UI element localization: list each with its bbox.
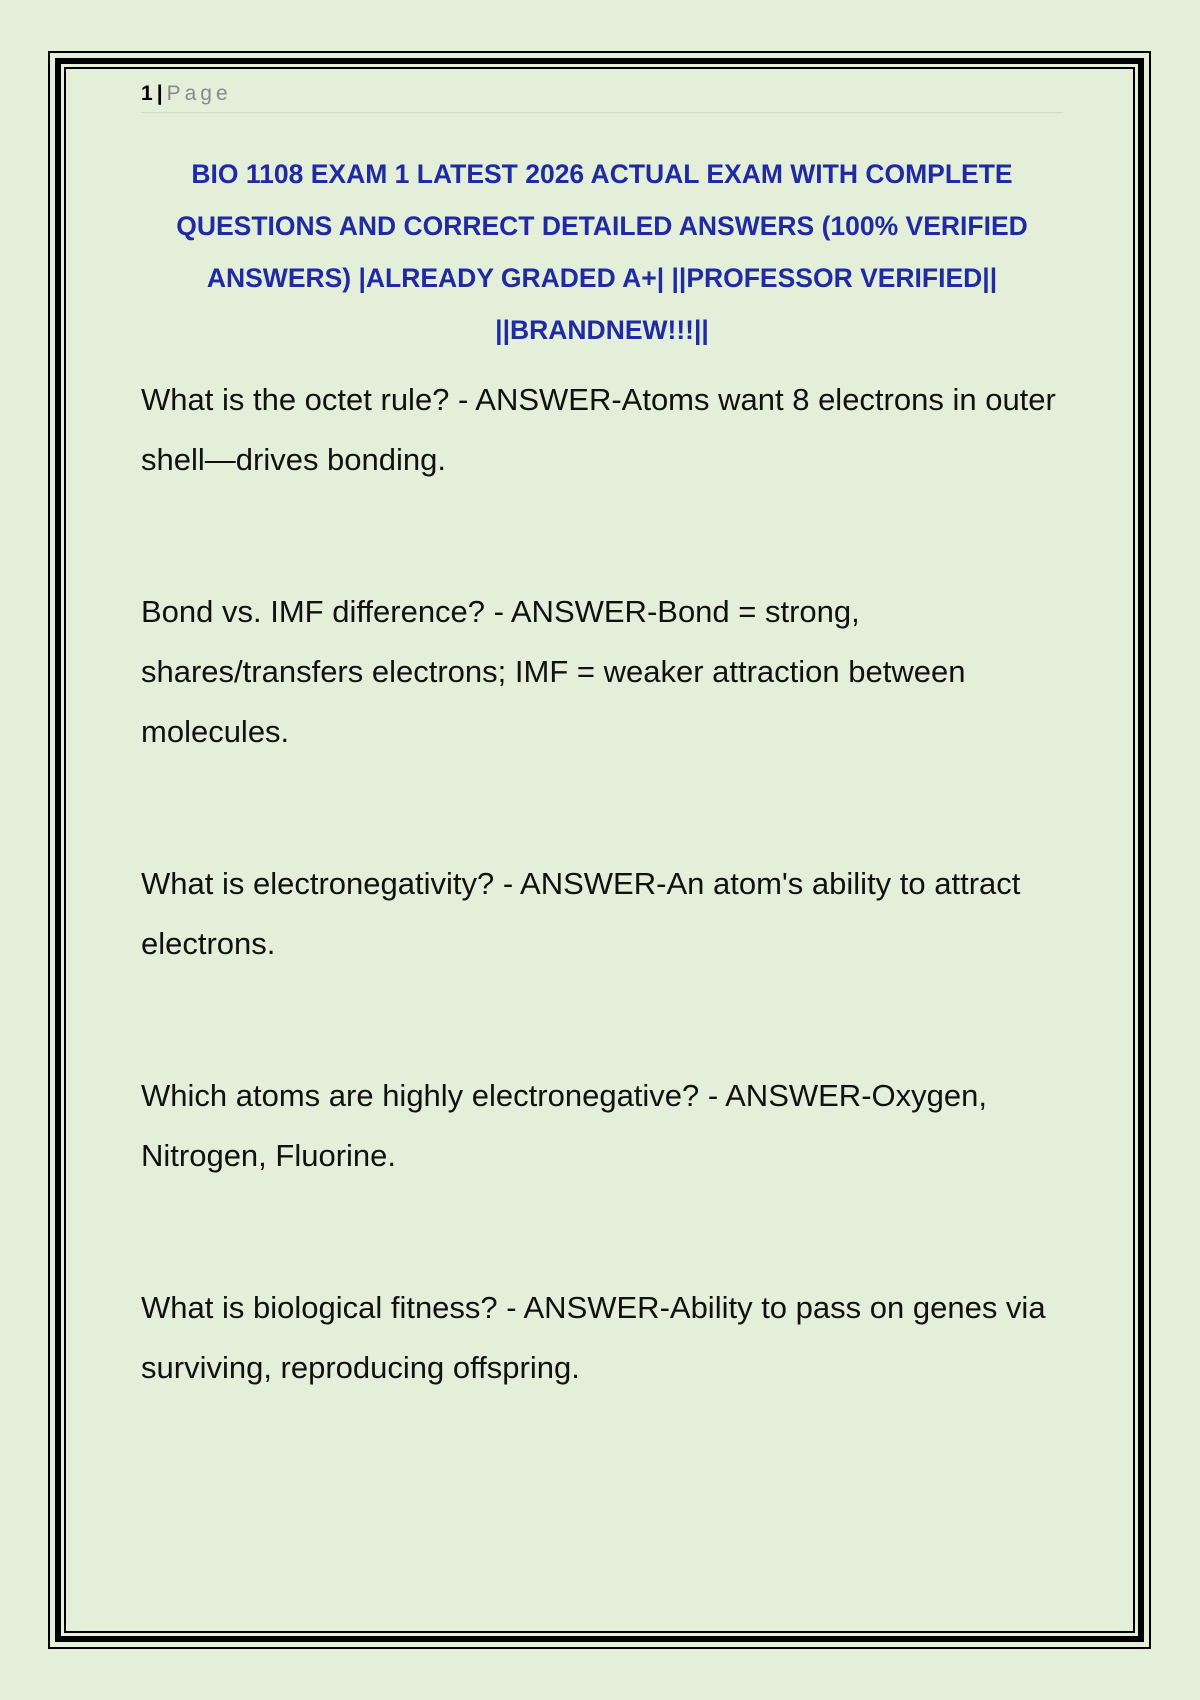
- page-separator: |: [156, 82, 163, 105]
- qa-item: What is the octet rule? - ANSWER-Atoms want 8 electrons in outer shell—drives bonding.: [141, 382, 1056, 477]
- page-word: Page: [166, 82, 232, 105]
- qa-item: What is electronegativity? - ANSWER-An atom's ability to attract electrons.: [141, 866, 1021, 961]
- qa-list: [141, 370, 1071, 1398]
- qa-item: What is biological fitness? - ANSWER-Ability to pass on genes via surviving, reproducing offspring.: [141, 1290, 1046, 1385]
- document-title: BIO 1108 EXAM 1 LATEST 2026 ACTUAL EXAM WITH COMPLETE QUESTIONS AND CORRECT DETAILED ANSWERS (100% VERIFIED ANSWERS) |ALREADY GRADED A+| ||PROFESSOR VERIFIED|| ||BRANDNEW!!!||: [176, 159, 1028, 345]
- qa-item: Bond vs. IMF difference? - ANSWER-Bond = strong, shares/transfers electrons; IMF = weaker attraction between molecules.: [141, 594, 966, 749]
- page-number: 1: [141, 82, 153, 105]
- qa-item: Which atoms are highly electronegative? - ANSWER-Oxygen, Nitrogen, Fluorine.: [141, 1078, 987, 1173]
- page-header: [141, 80, 1063, 113]
